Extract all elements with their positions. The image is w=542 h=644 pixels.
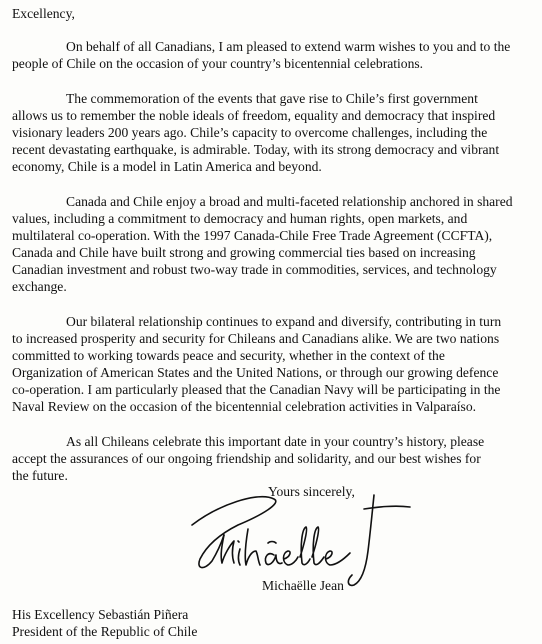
paragraph-1-line-2: people of Chile on the occasion of your country’s bicentennial celebrations. [12, 56, 424, 71]
paragraph-2-line-4: recent devastating earthquake, is admirable. Today, with its strong democracy and vibrant [12, 142, 500, 157]
paragraph-4-line-6: Naval Review on the occasion of the bicentennial celebration activities in Valparaíso. [12, 399, 477, 414]
closing: Yours sincerely, [268, 484, 355, 499]
recipient-name: His Excellency Sebastián Piñera [12, 607, 189, 622]
paragraph-3-line-6: exchange. [12, 279, 67, 294]
paragraph-2-line-2: allows us to remember the noble ideals of freedom, equality and democracy that inspired [12, 108, 496, 123]
handwritten-signature [178, 485, 418, 590]
paragraph-4-line-5: co-operation. I am particularly pleased that the Canadian Navy will be participating in the [12, 382, 501, 397]
paragraph-2-line-3: visionary leaders 200 years ago. Chile’s capacity to overcome challenges, including the [12, 125, 488, 140]
paragraph-4-line-3: committed to working towards peace and security, whether in the context of the [12, 348, 445, 363]
paragraph-5-line-2: accept the assurances of our ongoing friendship and solidarity, and our best wishes for [12, 451, 481, 466]
paragraph-1-line-1: On behalf of all Canadians, I am pleased to extend warm wishes to you and to the [66, 39, 511, 54]
recipient-title: President of the Republic of Chile [12, 624, 198, 639]
signatory-name: Michaëlle Jean [262, 578, 344, 593]
paragraph-4-line-1: Our bilateral relationship continues to expand and diversify, contributing in turn [66, 314, 502, 329]
paragraph-3-line-3: multilateral co-operation. With the 1997 Canada-Chile Free Trade Agreement (CCFTA), [12, 228, 493, 243]
paragraph-3-line-5: Canadian investment and robust two-way trade in commodities, services, and technology [12, 262, 497, 277]
paragraph-5-line-1: As all Chileans celebrate this important date in your country’s history, please [66, 434, 485, 449]
salutation: Excellency, [12, 6, 75, 21]
paragraph-3-line-4: Canada and Chile have built strong and growing commercial ties based on increasing [12, 245, 476, 260]
paragraph-2-line-5: economy, Chile is a model in Latin America and beyond. [12, 159, 322, 174]
paragraph-4-line-4: Organization of American States and the United Nations, or through our growing defence [12, 365, 499, 380]
paragraph-2-line-1: The commemoration of the events that gave rise to Chile’s first government [66, 91, 478, 106]
paragraph-3-line-1: Canada and Chile enjoy a broad and multi-faceted relationship anchored in shared [66, 194, 513, 209]
paragraph-3-line-2: values, including a commitment to democracy and human rights, open markets, and [12, 211, 468, 226]
paragraph-5-line-3: the future. [12, 468, 68, 483]
paragraph-4-line-2: to increased prosperity and security for Chileans and Canadians alike. We are two nations [12, 331, 500, 346]
